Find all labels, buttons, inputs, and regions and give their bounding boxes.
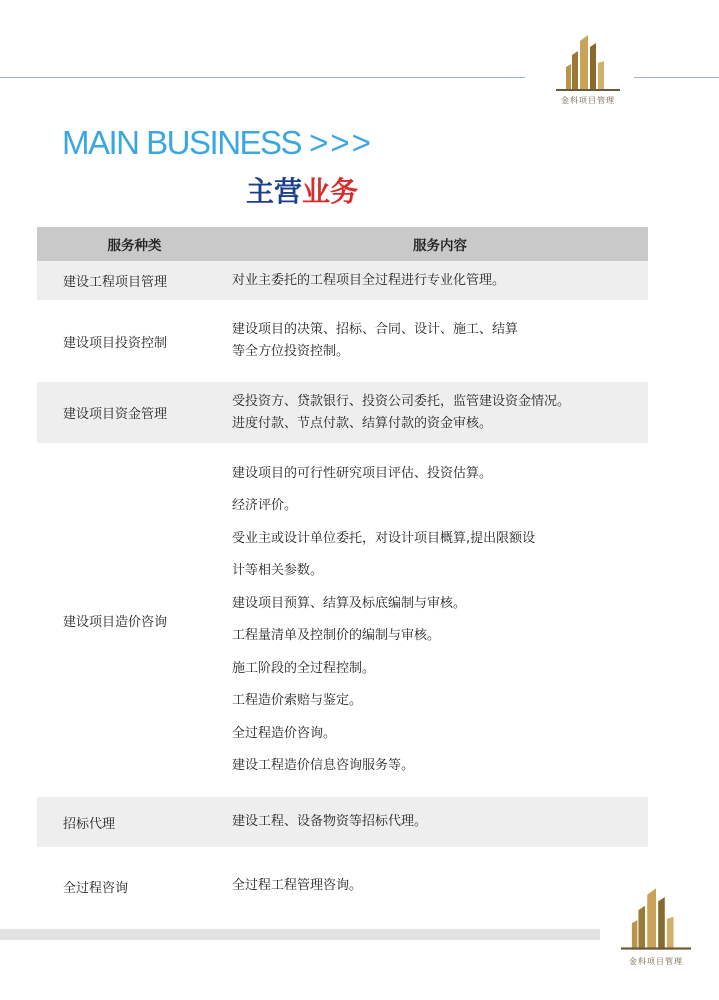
footer-band bbox=[0, 929, 600, 940]
subtitle-part2: 业务 bbox=[302, 175, 359, 208]
service-type: 建设项目造价咨询 bbox=[63, 614, 168, 630]
logo-caption: 金科项目管理 bbox=[561, 96, 615, 105]
logo-caption: 金科项目管理 bbox=[629, 957, 683, 966]
service-type: 建设项目资金管理 bbox=[37, 382, 232, 443]
title-chevrons: >>> bbox=[309, 124, 373, 161]
service-type: 建设工程项目管理 bbox=[37, 261, 232, 300]
title-en: MAIN BUSINESS bbox=[62, 124, 302, 161]
content-line: 进度付款、节点付款、结算付款的资金审核。 bbox=[232, 415, 493, 431]
column-header: 服务种类 bbox=[37, 227, 232, 261]
company-logo-top bbox=[552, 33, 624, 105]
table-row bbox=[37, 847, 648, 925]
content-line: 受业主或设计单位委托，对设计项目概算,提出限额设 bbox=[232, 530, 536, 546]
service-content bbox=[232, 300, 648, 382]
content-line: 对业主委托的工程项目全过程进行专业化管理。 bbox=[232, 272, 506, 288]
building-logo-icon bbox=[616, 886, 696, 954]
content-line: 建设工程造价信息咨询服务等。 bbox=[232, 758, 415, 773]
content-line: 经济评价。 bbox=[232, 498, 298, 513]
content-line: 等全方位投资控制。 bbox=[232, 344, 350, 359]
content-line: 全过程造价咨询。 bbox=[232, 725, 337, 741]
table-row bbox=[37, 300, 648, 382]
content-line: 工程造价索赔与鉴定。 bbox=[232, 693, 363, 708]
content-line: 工程量清单及控制价的编制与审核。 bbox=[232, 628, 441, 643]
service-content bbox=[232, 797, 648, 847]
company-logo-bottom bbox=[616, 886, 696, 966]
content-line: 建设工程、设备物资等招标代理。 bbox=[232, 814, 428, 829]
services-table bbox=[37, 227, 648, 925]
table-row bbox=[37, 797, 648, 847]
service-content bbox=[232, 261, 648, 300]
content-line: 建设项目的可行性研究项目评估、投资估算。 bbox=[232, 465, 493, 481]
main-business-title bbox=[62, 124, 373, 162]
service-content bbox=[232, 847, 648, 925]
main-business-subtitle bbox=[246, 170, 358, 210]
table-row bbox=[37, 261, 648, 300]
content-line: 计等相关参数。 bbox=[232, 563, 324, 578]
building-logo-icon bbox=[552, 33, 624, 95]
service-type: 招标代理 bbox=[37, 797, 232, 847]
table-row bbox=[37, 443, 648, 797]
content-line: 建设项目预算、结算及标底编制与审核。 bbox=[232, 595, 467, 611]
service-content bbox=[232, 382, 648, 443]
header-divider-left bbox=[0, 77, 525, 78]
service-type: 全过程咨询 bbox=[63, 880, 129, 896]
table-header-row bbox=[37, 227, 648, 261]
content-line: 全过程工程管理咨询。 bbox=[232, 878, 363, 893]
table-row bbox=[37, 382, 648, 443]
service-content bbox=[232, 443, 648, 797]
service-type: 建设项目投资控制 bbox=[63, 335, 168, 351]
content-line: 施工阶段的全过程控制。 bbox=[232, 660, 376, 676]
header-divider-right bbox=[634, 77, 719, 78]
content-line: 建设项目的决策、招标、合同、设计、施工、结算 bbox=[232, 322, 519, 337]
column-header: 服务内容 bbox=[232, 227, 648, 261]
content-line: 受投资方、贷款银行、投资公司委托，监管建设资金情况。 bbox=[232, 393, 571, 409]
subtitle-part1: 主营 bbox=[246, 175, 303, 208]
